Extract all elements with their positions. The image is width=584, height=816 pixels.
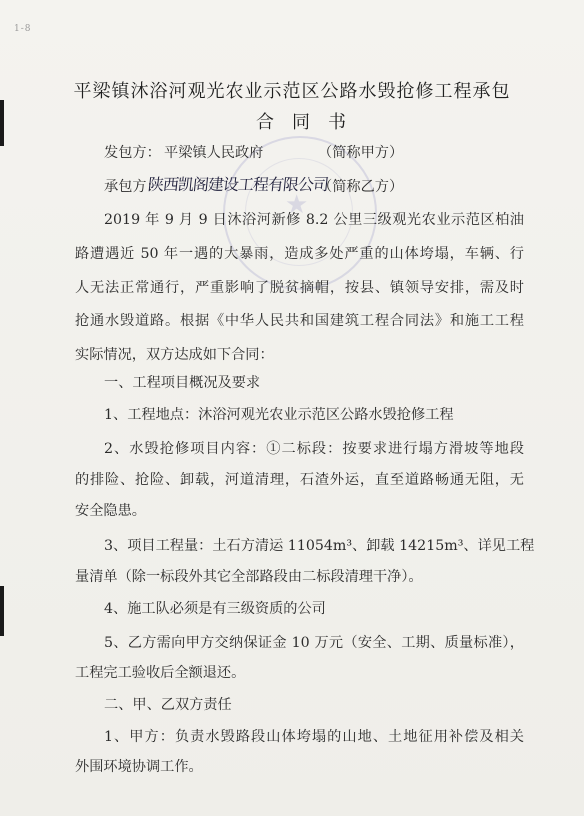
- clause-item: 3、项目工程量：土石方清运 11054m³、卸载 14215m³、详见工程: [104, 538, 535, 554]
- paragraph-line: 实际情况，双方达成如下合同：: [75, 347, 274, 363]
- paragraph-line: 人无法正常通行，严重影响了脱贫摘帽，按县、镇领导安排，需及时: [75, 280, 524, 296]
- party-b-handwritten-name: 陕西凯阁建设工程有限公司: [146, 175, 329, 194]
- corner-mark: 1-8: [14, 24, 32, 34]
- paragraph-line: 路遭遇近 50 年一遇的大暴雨，造成多处严重的山体垮塌，车辆、行: [75, 246, 524, 262]
- party-a-label: 发包方：: [104, 145, 161, 161]
- clause-item-continued: 工程完工验收后全额退还。: [75, 665, 246, 681]
- document-title-line2: 合同书: [256, 112, 364, 133]
- clause-item-continued: 的排险、抢险、卸载，河道清理，石渣外运，直至道路畅通无阻，无: [75, 472, 524, 488]
- official-seal: ★: [223, 136, 377, 290]
- clause-item-continued: 安全隐患。: [75, 503, 146, 519]
- clause-item-continued: 外围环境协调工作。: [75, 759, 203, 775]
- clause-item-continued: 量清单（除一标段外其它全部路段由二标段清理干净）。: [75, 569, 423, 585]
- clause-item: 2、水毁抢修项目内容：①二标段：按要求进行塌方滑坡等地段: [104, 441, 524, 457]
- party-b-alias: （简称乙方）: [318, 179, 404, 195]
- party-b-label: 承包方：: [104, 179, 161, 195]
- clause-item: 1、工程地点：沐浴河观光农业示范区公路水毁抢修工程: [104, 407, 454, 423]
- section-heading: 二、甲、乙双方责任: [104, 697, 232, 713]
- clause-item: 4、施工队必须是有三级资质的公司: [104, 601, 326, 617]
- section-heading: 一、工程项目概况及要求: [104, 375, 261, 391]
- clause-item: 1、甲方：负责水毁路段山体垮塌的山地、土地征用补偿及相关: [104, 729, 524, 745]
- clause-item: 5、乙方需向甲方交纳保证金 10 万元（安全、工期、质量标准），: [104, 635, 524, 651]
- party-a-name: 平梁镇人民政府: [164, 145, 264, 161]
- document-title: 平梁镇沐浴河观光农业示范区公路水毁抢修工程承包: [73, 81, 511, 102]
- party-a-alias: （简称甲方）: [318, 145, 404, 161]
- paragraph-line: 2019 年 9 月 9 日沐浴河新修 8.2 公里三级观光农业示范区柏油: [104, 212, 524, 228]
- paragraph-line: 抢通水毁道路。根据《中华人民共和国建筑工程合同法》和施工工程: [75, 313, 524, 329]
- binding-mark: [0, 586, 4, 636]
